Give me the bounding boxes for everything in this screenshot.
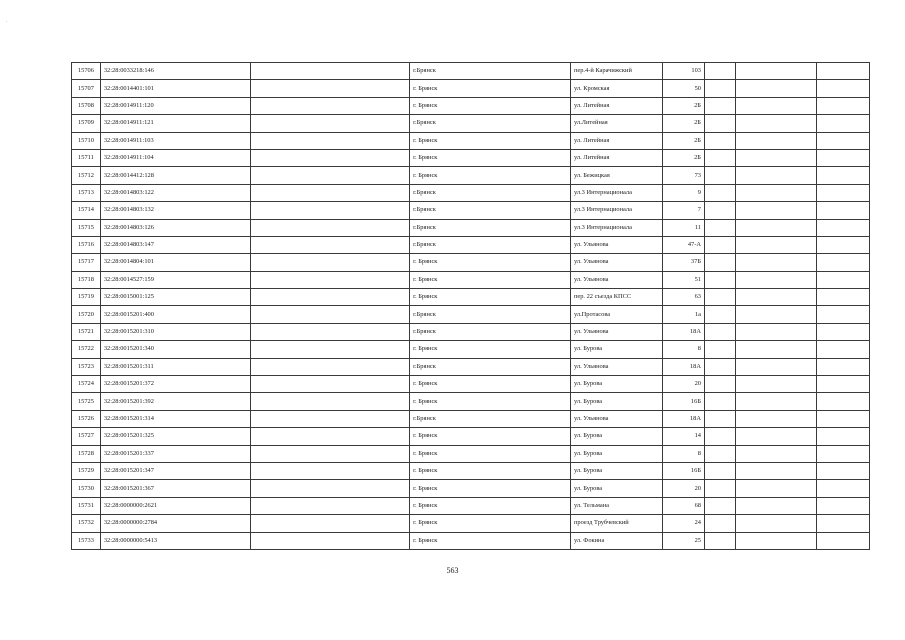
empty-cell: [735, 306, 816, 323]
empty-cell: [735, 202, 816, 219]
empty-cell: [251, 167, 410, 184]
empty-cell: [735, 80, 816, 97]
empty-cell: [735, 341, 816, 358]
empty-cell: [251, 428, 410, 445]
empty-cell: [817, 410, 870, 427]
city-cell: г. Брянск: [410, 341, 571, 358]
empty-cell: [735, 462, 816, 479]
empty-cell: [704, 132, 735, 149]
table-row: [72, 115, 870, 132]
city-cell: г.Брянск: [410, 358, 571, 375]
empty-cell: [704, 428, 735, 445]
empty-cell: [817, 219, 870, 236]
city-cell: г.Брянск: [410, 236, 571, 253]
empty-cell: [817, 393, 870, 410]
city-cell: г. Брянск: [410, 254, 571, 271]
cadastral-number-cell: 32:28:0015201:314: [100, 410, 251, 427]
empty-cell: [704, 184, 735, 201]
empty-cell: [251, 97, 410, 114]
cadastral-number-cell: 32:28:0014412:128: [100, 167, 251, 184]
empty-cell: [735, 497, 816, 514]
empty-cell: [735, 323, 816, 340]
cadastral-number-cell: 32:28:0014911:103: [100, 132, 251, 149]
cadastral-number-cell: 32:28:0000000:5413: [100, 532, 251, 549]
house-number-cell: 2Б: [662, 132, 704, 149]
row-id-cell: 15726: [72, 410, 101, 427]
cadastral-number-cell: 32:28:0014803:147: [100, 236, 251, 253]
table-row: [72, 515, 870, 532]
street-cell: ул. Бурова: [570, 376, 662, 393]
empty-cell: [735, 219, 816, 236]
empty-cell: [735, 515, 816, 532]
row-id-cell: 15720: [72, 306, 101, 323]
street-cell: ул. Ульянова: [570, 254, 662, 271]
table-row: [72, 462, 870, 479]
empty-cell: [817, 202, 870, 219]
empty-cell: [817, 184, 870, 201]
empty-cell: [704, 115, 735, 132]
street-cell: ул. Фокина: [570, 532, 662, 549]
empty-cell: [817, 376, 870, 393]
table-row: [72, 358, 870, 375]
house-number-cell: 37Б: [662, 254, 704, 271]
city-cell: г. Брянск: [410, 376, 571, 393]
table-row: [72, 376, 870, 393]
empty-cell: [251, 202, 410, 219]
empty-cell: [817, 254, 870, 271]
empty-cell: [704, 202, 735, 219]
city-cell: г. Брянск: [410, 532, 571, 549]
table-row: [72, 167, 870, 184]
empty-cell: [704, 219, 735, 236]
empty-cell: [817, 341, 870, 358]
table-row: [72, 341, 870, 358]
street-cell: ул. Ульянова: [570, 358, 662, 375]
empty-cell: [251, 63, 410, 80]
table-row: [72, 271, 870, 288]
empty-cell: [704, 63, 735, 80]
empty-cell: [817, 167, 870, 184]
street-cell: пер.4-й Карачижский: [570, 63, 662, 80]
house-number-cell: 2Б: [662, 115, 704, 132]
house-number-cell: 2Б: [662, 97, 704, 114]
house-number-cell: 50: [662, 80, 704, 97]
empty-cell: [735, 532, 816, 549]
house-number-cell: 20: [662, 480, 704, 497]
empty-cell: [251, 80, 410, 97]
row-id-cell: 15729: [72, 462, 101, 479]
row-id-cell: 15709: [72, 115, 101, 132]
empty-cell: [735, 184, 816, 201]
house-number-cell: 8: [662, 445, 704, 462]
empty-cell: [704, 358, 735, 375]
row-id-cell: 15723: [72, 358, 101, 375]
empty-cell: [704, 254, 735, 271]
house-number-cell: 20: [662, 376, 704, 393]
table-row: [72, 149, 870, 166]
table-row: [72, 97, 870, 114]
empty-cell: [817, 236, 870, 253]
empty-cell: [251, 271, 410, 288]
house-number-cell: 51: [662, 271, 704, 288]
empty-cell: [735, 358, 816, 375]
empty-cell: [251, 306, 410, 323]
row-id-cell: 15724: [72, 376, 101, 393]
city-cell: г. Брянск: [410, 97, 571, 114]
empty-cell: [704, 410, 735, 427]
house-number-cell: 63: [662, 289, 704, 306]
empty-cell: [735, 271, 816, 288]
row-id-cell: 15713: [72, 184, 101, 201]
empty-cell: [251, 115, 410, 132]
street-cell: ул. Бурова: [570, 393, 662, 410]
empty-cell: [817, 532, 870, 549]
cadastral-number-cell: 32:28:0015201:337: [100, 445, 251, 462]
empty-cell: [735, 132, 816, 149]
cadastral-number-cell: 32:28:0015201:340: [100, 341, 251, 358]
row-id-cell: 15721: [72, 323, 101, 340]
empty-cell: [735, 97, 816, 114]
empty-cell: [251, 236, 410, 253]
city-cell: г. Брянск: [410, 428, 571, 445]
house-number-cell: 16Б: [662, 462, 704, 479]
cadastral-number-cell: 32:28:0014527:159: [100, 271, 251, 288]
row-id-cell: 15707: [72, 80, 101, 97]
empty-cell: [735, 115, 816, 132]
city-cell: г. Брянск: [410, 515, 571, 532]
city-cell: г. Брянск: [410, 149, 571, 166]
house-number-cell: 11: [662, 219, 704, 236]
empty-cell: [735, 63, 816, 80]
empty-cell: [704, 289, 735, 306]
empty-cell: [817, 497, 870, 514]
city-cell: г. Брянск: [410, 497, 571, 514]
cadastral-number-cell: 32:28:0000000:2784: [100, 515, 251, 532]
empty-cell: [735, 289, 816, 306]
cadastral-number-cell: 32:28:0015201:400: [100, 306, 251, 323]
row-id-cell: 15733: [72, 532, 101, 549]
empty-cell: [735, 149, 816, 166]
city-cell: г. Брянск: [410, 132, 571, 149]
empty-cell: [251, 376, 410, 393]
house-number-cell: 2Б: [662, 149, 704, 166]
empty-cell: [251, 410, 410, 427]
empty-cell: [817, 445, 870, 462]
cadastral-number-cell: 32:28:0014401:101: [100, 80, 251, 97]
cadastral-number-cell: 32:28:0015201:325: [100, 428, 251, 445]
city-cell: г.Брянск: [410, 184, 571, 201]
row-id-cell: 15728: [72, 445, 101, 462]
street-cell: ул. Бежицкая: [570, 167, 662, 184]
empty-cell: [817, 63, 870, 80]
cadastral-number-cell: 32:28:0014804:101: [100, 254, 251, 271]
empty-cell: [704, 515, 735, 532]
cadastral-number-cell: 32:28:0015201:310: [100, 323, 251, 340]
row-id-cell: 15730: [72, 480, 101, 497]
empty-cell: [817, 97, 870, 114]
cadastral-number-cell: 32:28:0014911:120: [100, 97, 251, 114]
street-cell: проезд Трубчевский: [570, 515, 662, 532]
empty-cell: [817, 149, 870, 166]
cadastral-number-cell: 32:28:0000000:2621: [100, 497, 251, 514]
table-row: [72, 480, 870, 497]
table-row: [72, 202, 870, 219]
table-row: [72, 323, 870, 340]
cadastral-number-cell: 32:28:0015201:311: [100, 358, 251, 375]
street-cell: пер. 22 съезда КПСС: [570, 289, 662, 306]
house-number-cell: 18А: [662, 323, 704, 340]
empty-cell: [735, 167, 816, 184]
street-cell: ул. Литейная: [570, 97, 662, 114]
house-number-cell: 103: [662, 63, 704, 80]
empty-cell: [817, 289, 870, 306]
street-cell: ул.3 Интернационала: [570, 184, 662, 201]
empty-cell: [704, 445, 735, 462]
row-id-cell: 15725: [72, 393, 101, 410]
empty-cell: [251, 515, 410, 532]
house-number-cell: 47-А: [662, 236, 704, 253]
street-cell: ул. Бурова: [570, 445, 662, 462]
empty-cell: [251, 358, 410, 375]
empty-cell: [704, 376, 735, 393]
street-cell: ул. Бурова: [570, 428, 662, 445]
street-cell: ул. Бурова: [570, 480, 662, 497]
table-row: [72, 219, 870, 236]
city-cell: г. Брянск: [410, 480, 571, 497]
table-row: [72, 63, 870, 80]
row-id-cell: 15732: [72, 515, 101, 532]
street-cell: ул. Тельмана: [570, 497, 662, 514]
register-table: [71, 62, 870, 550]
city-cell: г. Брянск: [410, 80, 571, 97]
house-number-cell: 68: [662, 497, 704, 514]
empty-cell: [704, 462, 735, 479]
row-id-cell: 15722: [72, 341, 101, 358]
city-cell: г. Брянск: [410, 271, 571, 288]
city-cell: г.Брянск: [410, 115, 571, 132]
margin-mark: .: [6, 19, 8, 24]
house-number-cell: 18А: [662, 410, 704, 427]
page-number: 563: [446, 566, 459, 575]
empty-cell: [704, 497, 735, 514]
city-cell: г. Брянск: [410, 393, 571, 410]
house-number-cell: 8: [662, 341, 704, 358]
empty-cell: [251, 532, 410, 549]
table-row: [72, 532, 870, 549]
empty-cell: [704, 271, 735, 288]
empty-cell: [704, 480, 735, 497]
city-cell: г.Брянск: [410, 219, 571, 236]
empty-cell: [817, 515, 870, 532]
street-cell: ул.Литейная: [570, 115, 662, 132]
street-cell: ул. Ульянова: [570, 323, 662, 340]
city-cell: г. Брянск: [410, 462, 571, 479]
house-number-cell: 9: [662, 184, 704, 201]
table-row: [72, 289, 870, 306]
street-cell: ул.Протасова: [570, 306, 662, 323]
table-row: [72, 80, 870, 97]
house-number-cell: 14: [662, 428, 704, 445]
cadastral-number-cell: 32:28:0014803:122: [100, 184, 251, 201]
row-id-cell: 15717: [72, 254, 101, 271]
empty-cell: [704, 532, 735, 549]
empty-cell: [735, 410, 816, 427]
empty-cell: [735, 445, 816, 462]
row-id-cell: 15716: [72, 236, 101, 253]
house-number-cell: 24: [662, 515, 704, 532]
row-id-cell: 15731: [72, 497, 101, 514]
house-number-cell: 73: [662, 167, 704, 184]
street-cell: ул. Бурова: [570, 341, 662, 358]
empty-cell: [251, 480, 410, 497]
empty-cell: [704, 393, 735, 410]
empty-cell: [251, 323, 410, 340]
empty-cell: [704, 236, 735, 253]
city-cell: г.Брянск: [410, 63, 571, 80]
empty-cell: [817, 271, 870, 288]
city-cell: г. Брянск: [410, 289, 571, 306]
empty-cell: [817, 306, 870, 323]
cadastral-number-cell: 32:28:0014911:121: [100, 115, 251, 132]
city-cell: г.Брянск: [410, 410, 571, 427]
row-id-cell: 15712: [72, 167, 101, 184]
empty-cell: [251, 341, 410, 358]
empty-cell: [251, 289, 410, 306]
empty-cell: [735, 236, 816, 253]
empty-cell: [704, 149, 735, 166]
row-id-cell: 15711: [72, 149, 101, 166]
table-row: [72, 497, 870, 514]
cadastral-number-cell: 32:28:0014803:126: [100, 219, 251, 236]
empty-cell: [817, 480, 870, 497]
empty-cell: [251, 132, 410, 149]
table-row: [72, 132, 870, 149]
table-row: [72, 184, 870, 201]
table-row: [72, 393, 870, 410]
table-row: [72, 236, 870, 253]
street-cell: ул. Бурова: [570, 462, 662, 479]
empty-cell: [251, 254, 410, 271]
empty-cell: [817, 428, 870, 445]
empty-cell: [251, 462, 410, 479]
street-cell: ул.3 Интернационала: [570, 219, 662, 236]
house-number-cell: 16Б: [662, 393, 704, 410]
cadastral-number-cell: 32:28:0033218:146: [100, 63, 251, 80]
cadastral-number-cell: 32:28:0015001:125: [100, 289, 251, 306]
empty-cell: [817, 462, 870, 479]
city-cell: г. Брянск: [410, 167, 571, 184]
table-row: [72, 254, 870, 271]
house-number-cell: 7: [662, 202, 704, 219]
table-row: [72, 410, 870, 427]
empty-cell: [704, 167, 735, 184]
row-id-cell: 15714: [72, 202, 101, 219]
table-row: [72, 428, 870, 445]
street-cell: ул. Литейная: [570, 149, 662, 166]
row-id-cell: 15715: [72, 219, 101, 236]
house-number-cell: 25: [662, 532, 704, 549]
street-cell: ул. Ульянова: [570, 236, 662, 253]
table-row: [72, 306, 870, 323]
row-id-cell: 15706: [72, 63, 101, 80]
empty-cell: [817, 132, 870, 149]
empty-cell: [735, 254, 816, 271]
empty-cell: [817, 323, 870, 340]
house-number-cell: 1а: [662, 306, 704, 323]
cadastral-number-cell: 32:28:0015201:347: [100, 462, 251, 479]
street-cell: ул. Кромская: [570, 80, 662, 97]
empty-cell: [251, 393, 410, 410]
city-cell: г.Брянск: [410, 306, 571, 323]
cadastral-number-cell: 32:28:0015201:367: [100, 480, 251, 497]
empty-cell: [251, 445, 410, 462]
street-cell: ул. Литейная: [570, 132, 662, 149]
cadastral-number-cell: 32:28:0014911:104: [100, 149, 251, 166]
empty-cell: [735, 428, 816, 445]
empty-cell: [817, 80, 870, 97]
street-cell: ул. Ульянова: [570, 271, 662, 288]
empty-cell: [251, 184, 410, 201]
cadastral-number-cell: 32:28:0014803:132: [100, 202, 251, 219]
empty-cell: [704, 97, 735, 114]
cadastral-number-cell: 32:28:0015201:372: [100, 376, 251, 393]
table-row: [72, 445, 870, 462]
row-id-cell: 15710: [72, 132, 101, 149]
empty-cell: [704, 341, 735, 358]
city-cell: г.Брянск: [410, 202, 571, 219]
empty-cell: [817, 358, 870, 375]
empty-cell: [251, 497, 410, 514]
empty-cell: [735, 393, 816, 410]
row-id-cell: 15708: [72, 97, 101, 114]
empty-cell: [704, 80, 735, 97]
house-number-cell: 18А: [662, 358, 704, 375]
empty-cell: [735, 376, 816, 393]
row-id-cell: 15718: [72, 271, 101, 288]
empty-cell: [817, 115, 870, 132]
empty-cell: [704, 306, 735, 323]
empty-cell: [251, 149, 410, 166]
city-cell: г.Брянск: [410, 323, 571, 340]
empty-cell: [704, 323, 735, 340]
empty-cell: [251, 219, 410, 236]
street-cell: ул.3 Интернационала: [570, 202, 662, 219]
cadastral-number-cell: 32:28:0015201:392: [100, 393, 251, 410]
empty-cell: [735, 480, 816, 497]
city-cell: г. Брянск: [410, 445, 571, 462]
register-table-body: [72, 63, 870, 550]
street-cell: ул. Ульянова: [570, 410, 662, 427]
row-id-cell: 15719: [72, 289, 101, 306]
row-id-cell: 15727: [72, 428, 101, 445]
